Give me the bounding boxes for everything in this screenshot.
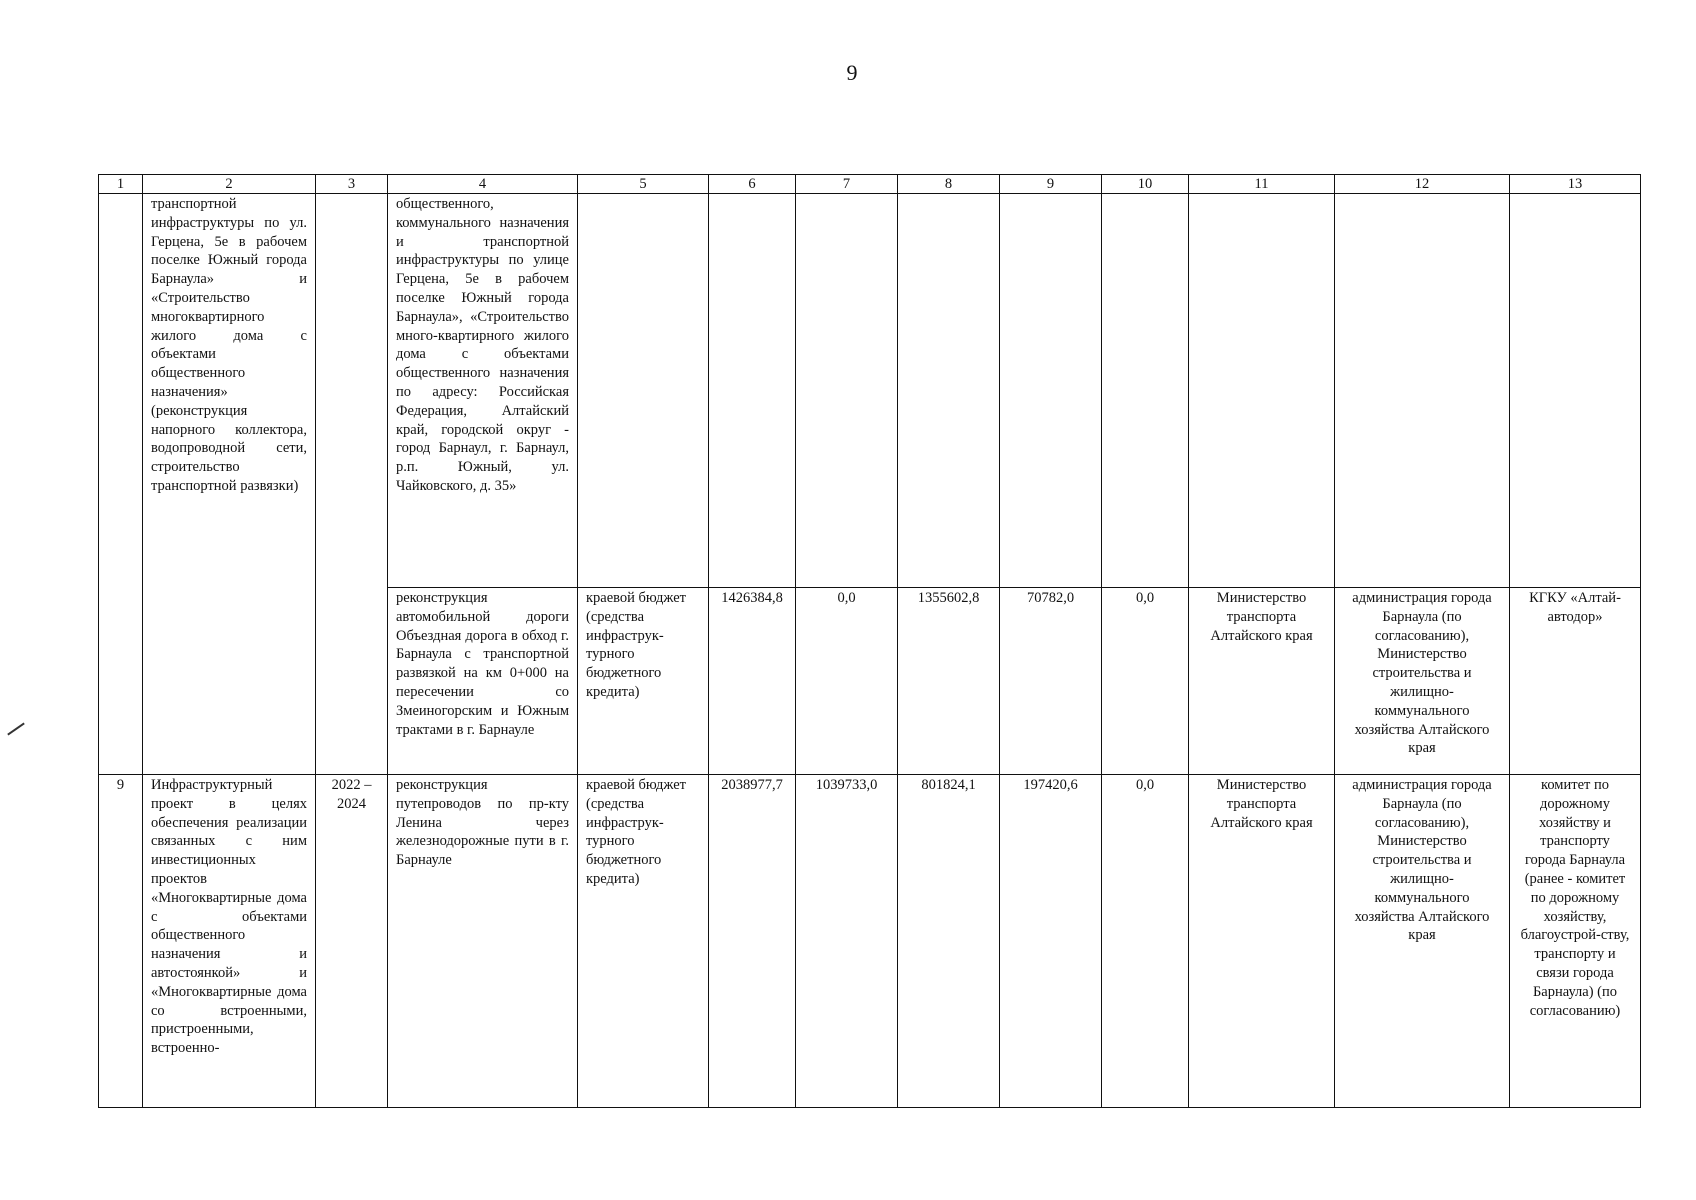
- row9-customer: комитет по дорожному хозяйству и транспорту города Барнаула (ранее - комитет по дорожному хозяйству, благоустрой-ству, транспорту и связи города Барнаула) (по согласованию): [1510, 775, 1641, 1108]
- row9-col10: 0,0: [1102, 775, 1189, 1108]
- scan-mark: [7, 722, 25, 735]
- header-cell: 9: [1000, 175, 1102, 194]
- empty-cell: [578, 194, 709, 588]
- row9-responsible: Министерство транспорта Алтайского края: [1189, 775, 1335, 1108]
- row9-object: реконструкция путепроводов по пр-кту Ленина через железнодорожные пути в г. Барнауле: [388, 775, 578, 1108]
- row8-customer: КГКУ «Алтай-автодор»: [1510, 588, 1641, 775]
- row9-total: 2038977,7: [709, 775, 796, 1108]
- table-row: [99, 194, 1641, 588]
- header-row: [99, 175, 1641, 194]
- empty-cell: [898, 194, 1000, 588]
- projects-table: [98, 174, 1641, 1108]
- row8-year-2022: 0,0: [796, 588, 898, 775]
- table-row: [99, 775, 1641, 1108]
- header-cell: 7: [796, 175, 898, 194]
- row8-coexecutors: администрация города Барнаула (по согласованию), Министерство строительства и жилищно-коммунального хозяйства Алтайского края: [1335, 588, 1510, 775]
- row8-period: [316, 194, 388, 775]
- row8-object-2: реконструкция автомобильной дороги Объездная дорога в обход г. Барнаула с транспортной развязкой на км 0+000 на пересечении со Змеиногорским и Южным трактами в г. Барнауле: [388, 588, 578, 775]
- empty-cell: [1335, 194, 1510, 588]
- row9-year-2023: 801824,1: [898, 775, 1000, 1108]
- header-cell: 1: [99, 175, 143, 194]
- header-cell: 10: [1102, 175, 1189, 194]
- row8-total: 1426384,8: [709, 588, 796, 775]
- row9-year-2024: 197420,6: [1000, 775, 1102, 1108]
- row8-funding-source: краевой бюджет (средства инфраструк-турного бюджетного кредита): [578, 588, 709, 775]
- empty-cell: [1510, 194, 1641, 588]
- row8-number: [99, 194, 143, 775]
- page-number: 9: [846, 60, 858, 85]
- row9-period: 2022 – 2024: [316, 775, 388, 1108]
- empty-cell: [1102, 194, 1189, 588]
- header-cell: 4: [388, 175, 578, 194]
- header-cell: 11: [1189, 175, 1335, 194]
- row8-project-name: транспортной инфраструктуры по ул. Герцена, 5е в рабочем поселке Южный города Барнаула» и «Строительство многоквартирного жилого дома с объектами общественного назначения» (реконструкция напорного коллектора, водопроводной сети, строительство транспортной развязки): [143, 194, 316, 775]
- empty-cell: [709, 194, 796, 588]
- empty-cell: [1000, 194, 1102, 588]
- row9-year-2022: 1039733,0: [796, 775, 898, 1108]
- header-cell: 13: [1510, 175, 1641, 194]
- header-cell: 5: [578, 175, 709, 194]
- row8-year-2023: 1355602,8: [898, 588, 1000, 775]
- header-cell: 2: [143, 175, 316, 194]
- row9-project-name: Инфраструктурный проект в целях обеспечения реализации связанных с ним инвестиционных проектов «Многоквартирные дома с объектами общественного назначения и автостоянкой» и «Многоквартирные дома со встроенными, пристроенными, встроенно-: [143, 775, 316, 1108]
- header-cell: 12: [1335, 175, 1510, 194]
- header-cell: 6: [709, 175, 796, 194]
- row8-year-2024: 70782,0: [1000, 588, 1102, 775]
- row9-coexecutors: администрация города Барнаула (по согласованию), Министерство строительства и жилищно-коммунального хозяйства Алтайского края: [1335, 775, 1510, 1108]
- empty-cell: [1189, 194, 1335, 588]
- empty-cell: [796, 194, 898, 588]
- row9-number: 9: [99, 775, 143, 1108]
- header-cell: 8: [898, 175, 1000, 194]
- row8-responsible: Министерство транспорта Алтайского края: [1189, 588, 1335, 775]
- row9-funding-source: краевой бюджет (средства инфраструк-турного бюджетного кредита): [578, 775, 709, 1108]
- header-cell: 3: [316, 175, 388, 194]
- row8-object-1: общественного, коммунального назначения и транспортной инфраструктуры по улице Герцена, 5е в рабочем поселке Южный города Барнаула», «Строительство много-квартирного жилого дома с объектами общественного назначения по адресу: Российская Федерация, Алтайский край, городской округ - город Барнаул, г. Барнаул, р.п. Южный, ул. Чайковского, д. 35»: [388, 194, 578, 588]
- row8-col10: 0,0: [1102, 588, 1189, 775]
